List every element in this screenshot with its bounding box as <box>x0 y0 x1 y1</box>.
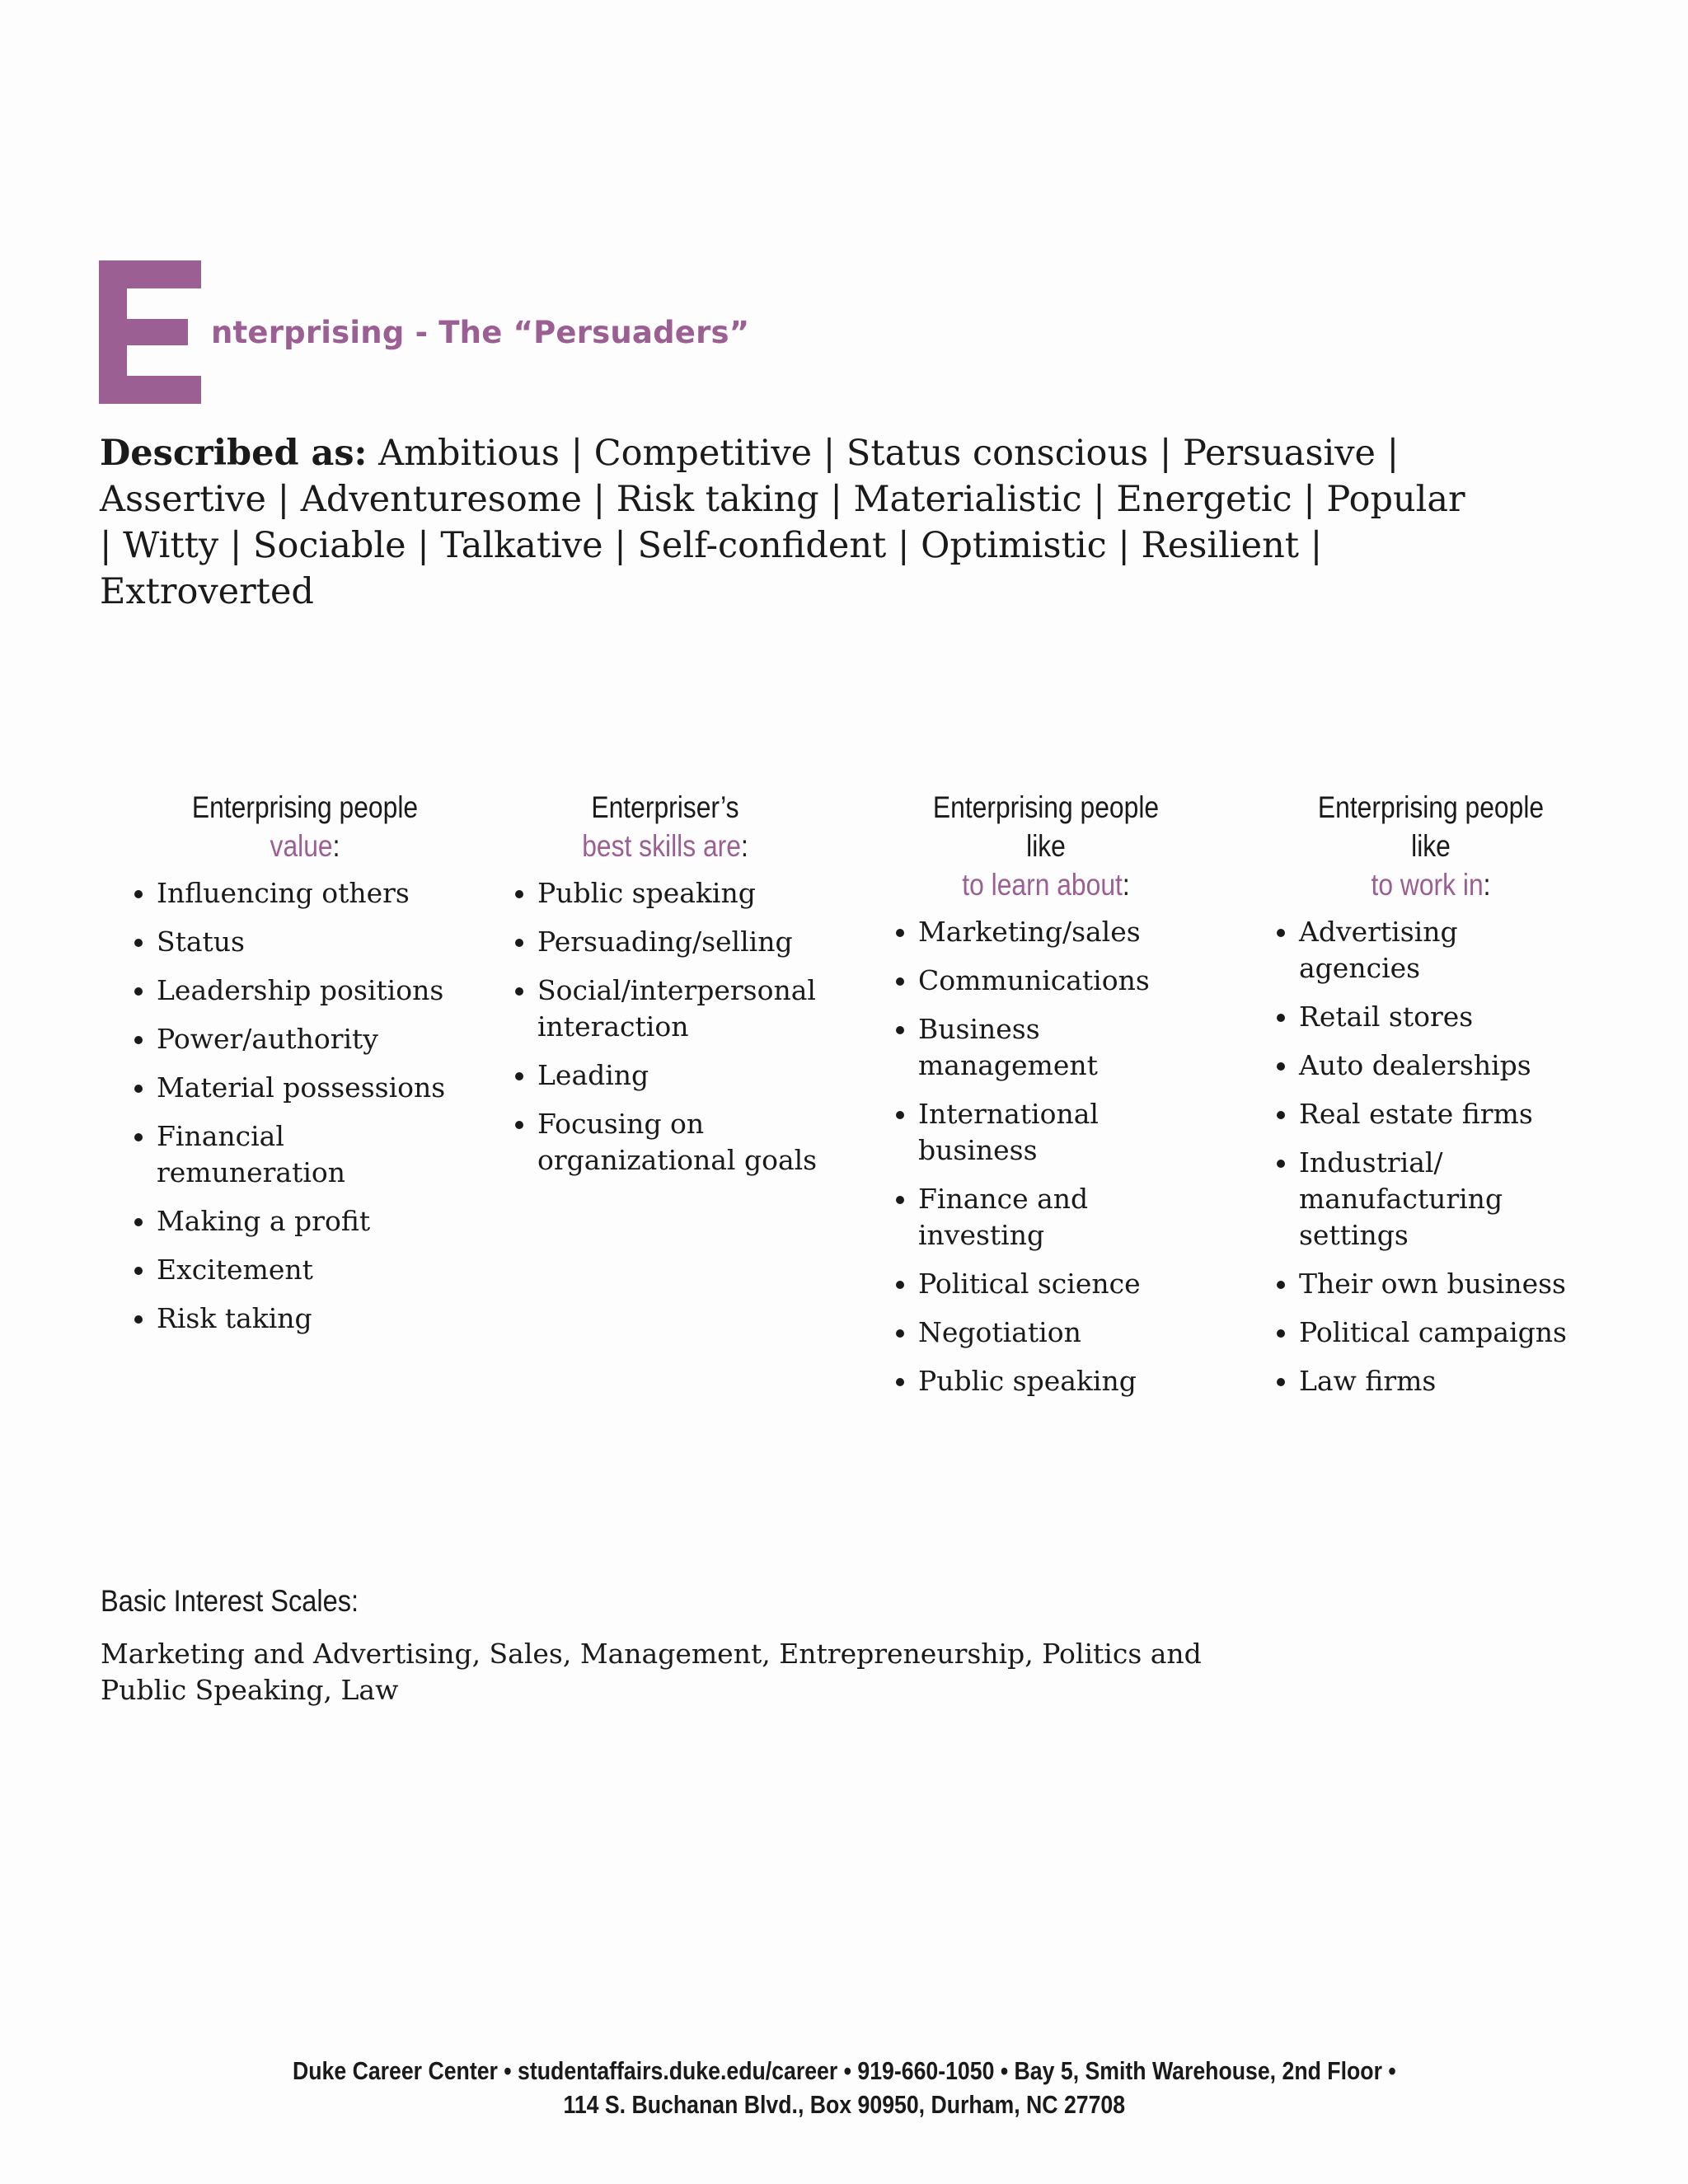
attribute-columns <box>132 788 1615 1397</box>
column-heading-line1: Enterprising people like <box>1317 790 1545 863</box>
list-item: Focusing on organizational goals <box>513 1106 818 1179</box>
column-list <box>132 875 478 1337</box>
trait-item: Witty <box>123 525 219 566</box>
list-item: International business <box>893 1096 1198 1169</box>
list-item: Law firms <box>1274 1363 1587 1399</box>
trait-item: Persuasive <box>1183 433 1376 474</box>
trait-item: Talkative <box>440 525 603 566</box>
list-item: Power/authority <box>132 1021 478 1057</box>
column-heading <box>915 788 1177 904</box>
list-item: Influencing others <box>132 875 478 912</box>
list-item: Communications <box>893 963 1198 999</box>
list-item: Real estate firms <box>1274 1096 1587 1132</box>
trait-item: Risk taking <box>616 479 819 520</box>
basic-interest-text: Marketing and Advertising, Sales, Management, Entrepreneurship, Politics and Public Speaking, Law <box>101 1638 1202 1706</box>
trait-item: Status conscious <box>846 433 1149 474</box>
column-heading-accent: to work in <box>1371 868 1484 902</box>
column-learn-about <box>893 788 1198 1412</box>
section-title-text: nterprising - The “Persuaders” <box>211 315 750 350</box>
list-item: Negotiation <box>893 1315 1198 1351</box>
column-skills <box>513 788 818 1191</box>
list-item: Persuading/selling <box>513 924 818 960</box>
column-heading-accent: best skills are <box>582 829 741 863</box>
list-item: Political science <box>893 1266 1198 1302</box>
list-item: Finance and investing <box>893 1181 1198 1254</box>
trait-item: Popular <box>1326 479 1465 520</box>
trait-item: Materialistic <box>853 479 1082 520</box>
trait-item: Adventuresome <box>300 479 582 520</box>
column-heading-accent: value <box>270 829 333 863</box>
column-heading-suffix: : <box>1483 868 1491 902</box>
list-item: Status <box>132 924 478 960</box>
section-title <box>211 315 749 350</box>
column-heading <box>1296 788 1566 904</box>
column-values <box>132 788 478 1349</box>
trait-list: Ambitious | Competitive | Status conscious | Persuasive | Assertive | Adventuresome | Risk taking | Materialistic | Energetic | Popular | Witty | Sociable | Talkative | Self-confident | Optimistic | Resilient | Extroverted <box>100 433 1465 612</box>
list-item: Public speaking <box>893 1363 1198 1399</box>
column-heading-line1: Enterpriser’s <box>591 790 739 824</box>
trait-item: Self-confident <box>637 525 887 566</box>
section-header <box>99 260 1088 404</box>
described-as-label: Described as: <box>100 433 368 474</box>
trait-item: Sociable <box>253 525 406 566</box>
list-item: Material possessions <box>132 1070 478 1106</box>
list-item: Marketing/sales <box>893 914 1198 950</box>
list-item: Social/interpersonal interaction <box>513 972 818 1045</box>
column-heading-line1: Enterprising people <box>191 790 419 824</box>
described-as-paragraph <box>100 430 1484 615</box>
column-list <box>1274 914 1587 1399</box>
column-list <box>513 875 818 1179</box>
column-heading-suffix: : <box>332 829 340 863</box>
column-heading-suffix: : <box>740 829 748 863</box>
initial-letter-e-graphic <box>99 260 201 404</box>
list-item: Advertising agencies <box>1274 914 1587 987</box>
basic-interest-heading: Basic Interest Scales: <box>101 1584 359 1618</box>
list-item: Risk taking <box>132 1301 478 1337</box>
list-item: Public speaking <box>513 875 818 912</box>
list-item: Financial remuneration <box>132 1118 478 1191</box>
list-item: Leading <box>513 1057 818 1094</box>
list-item: Their own business <box>1274 1266 1587 1302</box>
footer-line-2: 114 S. Buchanan Blvd., Box 90950, Durham, NC 27708 <box>563 2090 1125 2119</box>
trait-item: Assertive <box>100 479 266 520</box>
column-work-in <box>1274 788 1587 1412</box>
list-item: Auto dealerships <box>1274 1047 1587 1084</box>
column-list <box>893 914 1198 1399</box>
footer-line-1: Duke Career Center • studentaffairs.duke.edu/career • 919-660-1050 • Bay 5, Smith Warehouse, 2nd Floor • <box>292 2056 1396 2085</box>
list-item: Leadership positions <box>132 972 478 1009</box>
list-item: Industrial/ manufacturing settings <box>1274 1145 1587 1254</box>
trait-item: Optimistic <box>921 525 1107 566</box>
column-heading-accent: to learn about <box>962 868 1123 902</box>
list-item: Making a profit <box>132 1203 478 1240</box>
column-heading-line1: Enterprising people like <box>932 790 1160 863</box>
trait-item: Extroverted <box>100 571 314 612</box>
list-item: Political campaigns <box>1274 1315 1587 1351</box>
footer-contact <box>0 2054 1688 2121</box>
column-heading <box>534 788 796 865</box>
initial-letter-logo <box>99 260 201 404</box>
trait-item: Competitive <box>593 433 813 474</box>
trait-item: Resilient <box>1141 525 1300 566</box>
trait-item: Energetic <box>1116 479 1292 520</box>
trait-item: Ambitious <box>378 433 560 474</box>
column-heading <box>156 788 453 865</box>
list-item: Excitement <box>132 1252 478 1288</box>
list-item: Business management <box>893 1011 1198 1084</box>
column-heading-suffix: : <box>1122 868 1130 902</box>
list-item: Retail stores <box>1274 999 1587 1035</box>
